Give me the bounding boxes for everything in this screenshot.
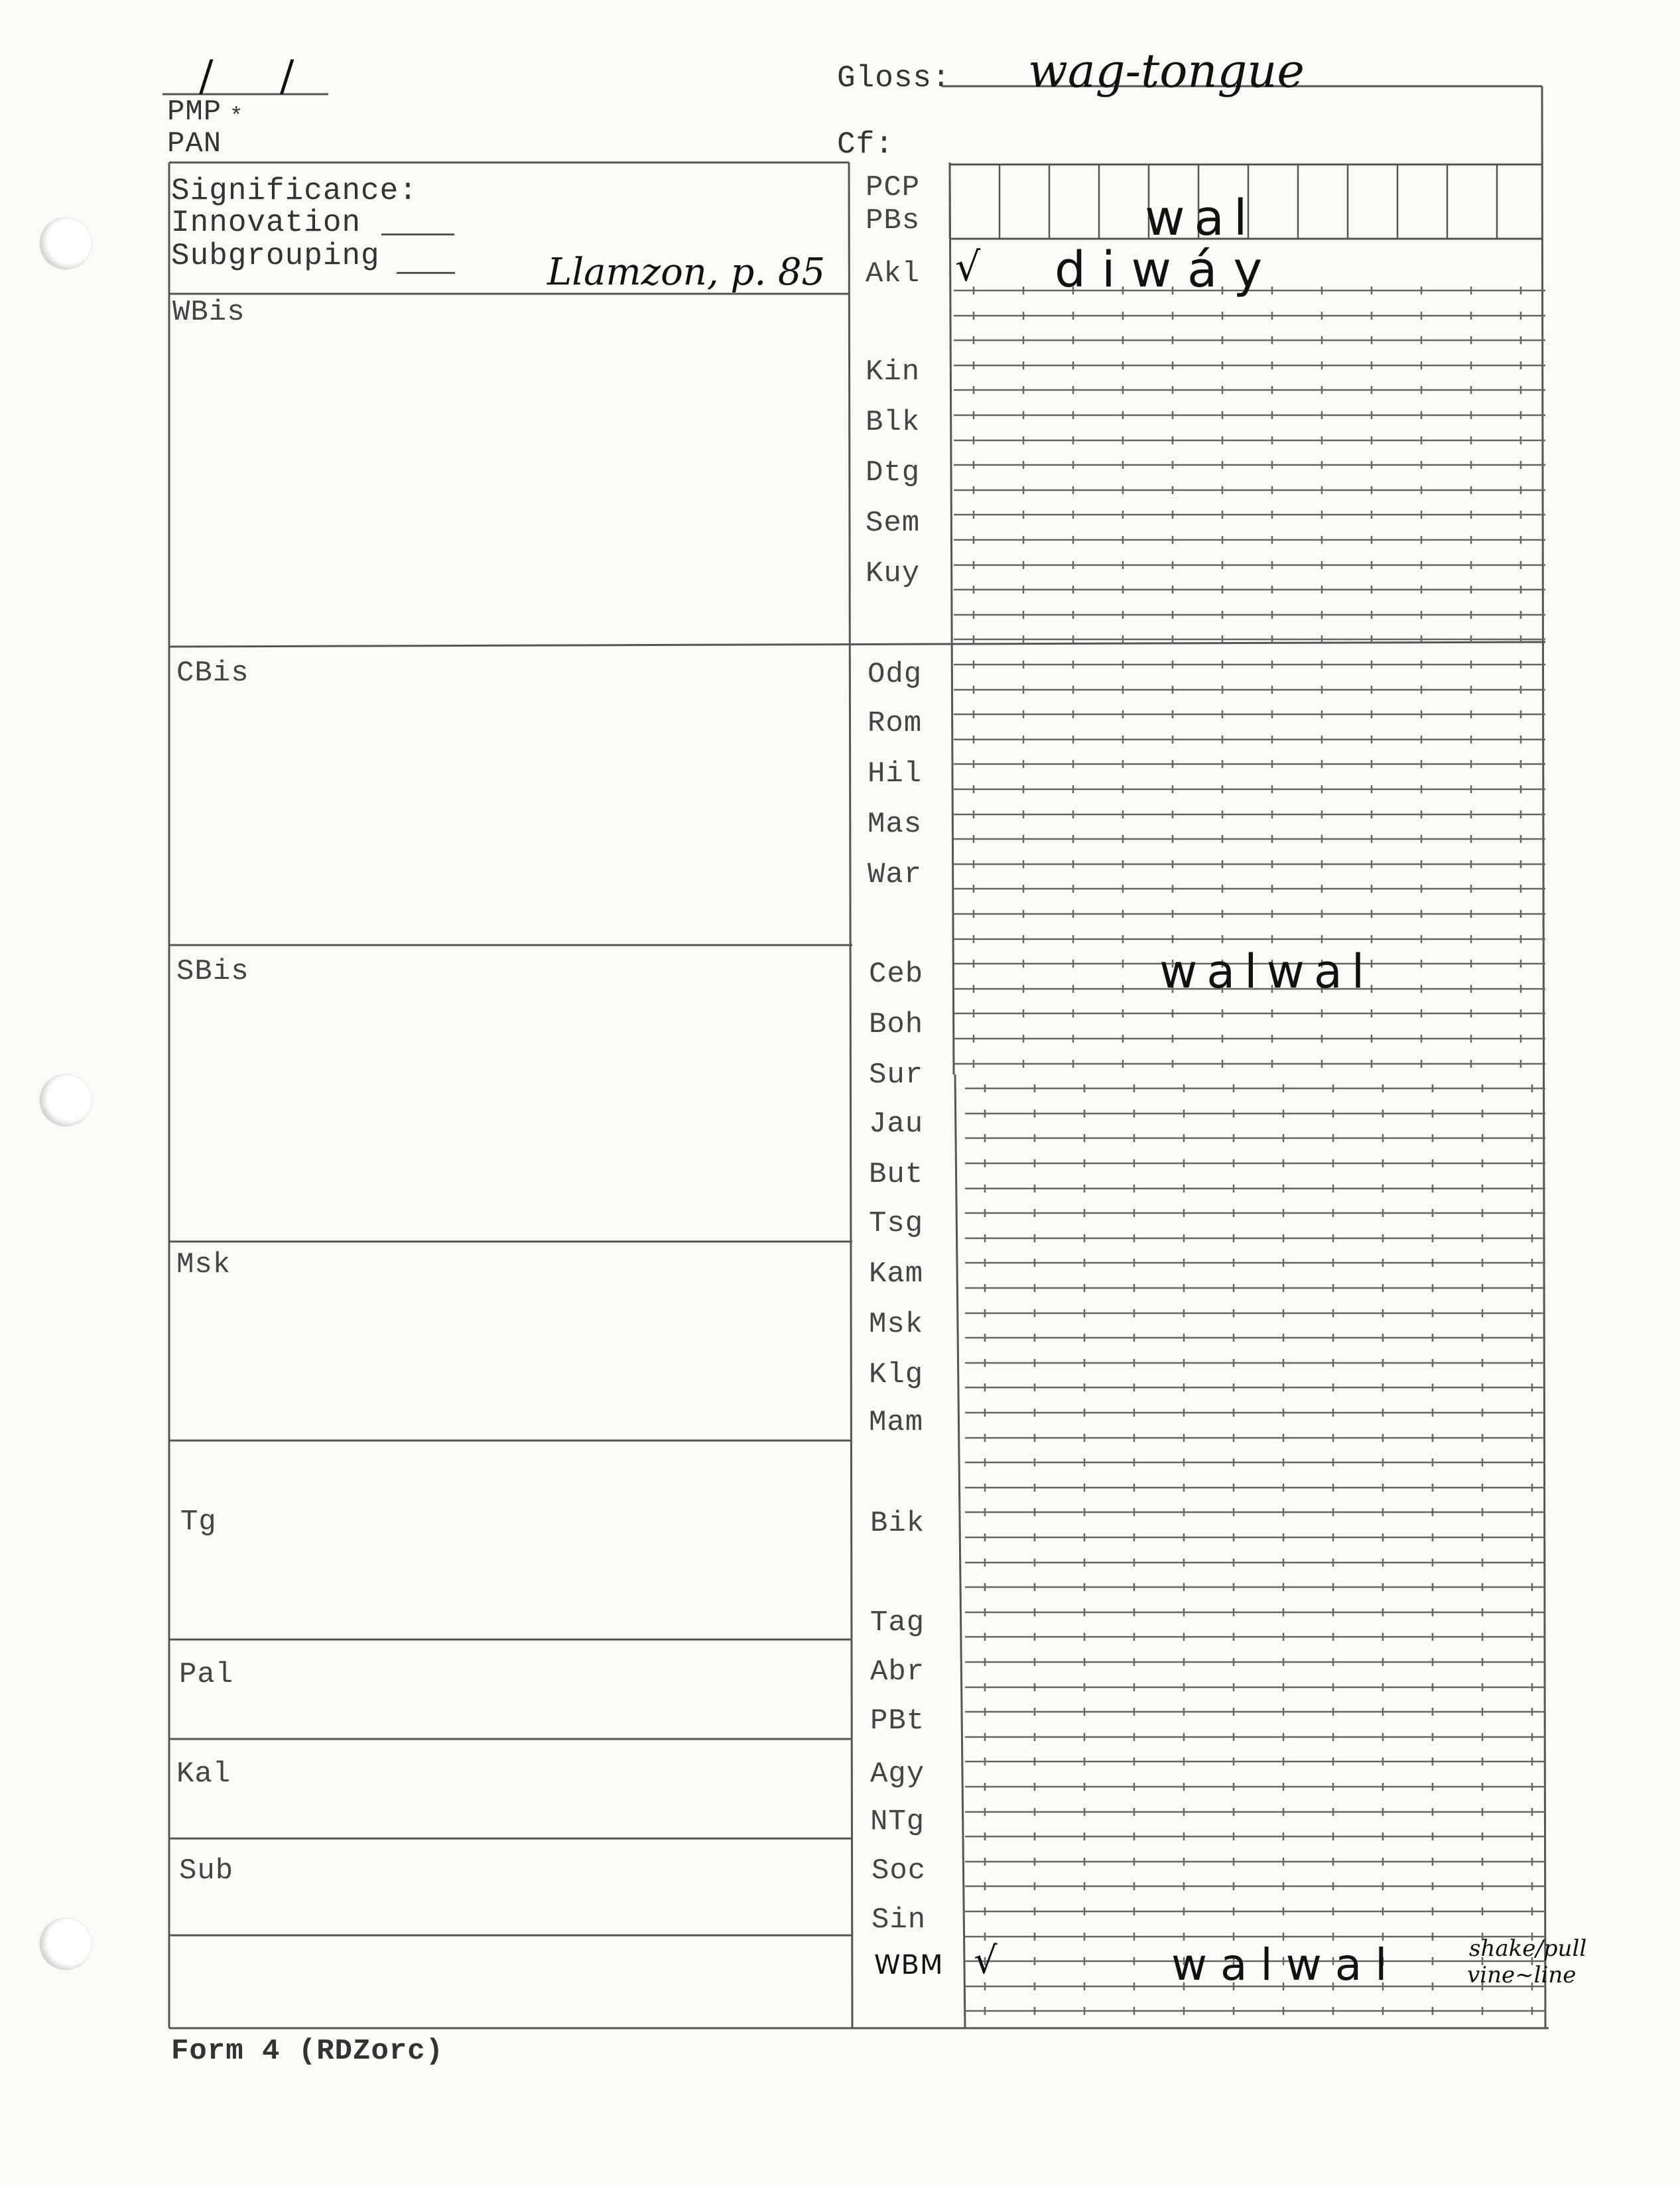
significance-title: Significance: [171,174,418,208]
lang-rom: Rom [868,707,923,740]
entry-wbm-note-2: vine~line [1467,1962,1577,1988]
lang-agy: Agy [870,1758,925,1791]
lang-soc: Soc [872,1854,927,1888]
lang-tsg: Tsg [869,1207,924,1240]
row-label-akl: Akl [866,257,921,290]
entry-ceb: walwal [1159,944,1374,999]
gloss-label: Gloss: [837,61,951,96]
entry-wbm-note-1: shake/pull [1469,1935,1587,1962]
lang-pbt: PBt [870,1704,925,1738]
source-note: Llamzon, p. 85 [547,251,826,294]
group-label-msk: Msk [176,1248,231,1281]
date-mark: / / [199,52,321,101]
lang-dtg: Dtg [866,456,921,489]
lang-mas: Mas [868,808,923,841]
lang-boh: Boh [869,1008,924,1041]
gloss-value: wag-tongue [1028,44,1305,98]
lang-but: But [869,1158,924,1191]
lang-blk: Blk [866,406,921,439]
lang-msk: Msk [869,1308,924,1341]
pan-label: PAN [167,127,222,161]
lang-sin: Sin [872,1903,927,1937]
entry-akl: diwáy [1055,241,1279,298]
lang-ceb: Ceb [869,958,924,991]
lang-odg: Odg [868,658,923,691]
subgrouping-blank[interactable] [397,272,455,274]
cf-label: Cf: [837,127,894,162]
lang-hil: Hil [868,757,923,791]
innovation-label: Innovation [171,206,361,240]
row-label-pcp: PCP [866,171,921,204]
lang-ntg: NTg [870,1805,925,1838]
form-footer: Form 4 (RDZorc) [171,2035,444,2068]
lang-mam: Mam [869,1406,924,1439]
entry-wbm-check: √ [974,1939,998,1982]
lang-jau: Jau [869,1108,924,1141]
entry-akl-check: √ [955,244,981,290]
subgrouping-label: Subgrouping [171,239,380,273]
group-label-wbis: WBis [172,296,245,329]
lang-kam: Kam [869,1257,924,1291]
lang-sur: Sur [869,1059,924,1092]
group-label-tg: Tg [180,1506,217,1539]
pmp-label: PMP [167,96,222,129]
entry-pbs: wal [1145,190,1257,247]
lang-sem: Sem [866,507,921,540]
lang-tag: Tag [870,1606,925,1640]
group-label-sbis: SBis [176,955,249,988]
row-label-pbs: PBs [866,204,921,237]
pmp-asterisk: * [229,105,244,130]
lang-klg: Klg [869,1358,924,1391]
lang-kin: Kin [866,355,921,389]
innovation-blank[interactable] [381,233,454,235]
lang-war: War [868,858,923,891]
lang-wbm: WBM [874,1950,944,1980]
entry-wbm: walwal [1171,1939,1401,1990]
group-label-kal: Kal [176,1758,231,1791]
group-label-pal: Pal [179,1658,234,1691]
group-label-sub: Sub [179,1854,234,1888]
lang-abr: Abr [870,1655,925,1689]
lang-kuy: Kuy [866,557,921,590]
group-label-cbis: CBis [176,657,249,690]
lang-bik: Bik [870,1507,925,1540]
